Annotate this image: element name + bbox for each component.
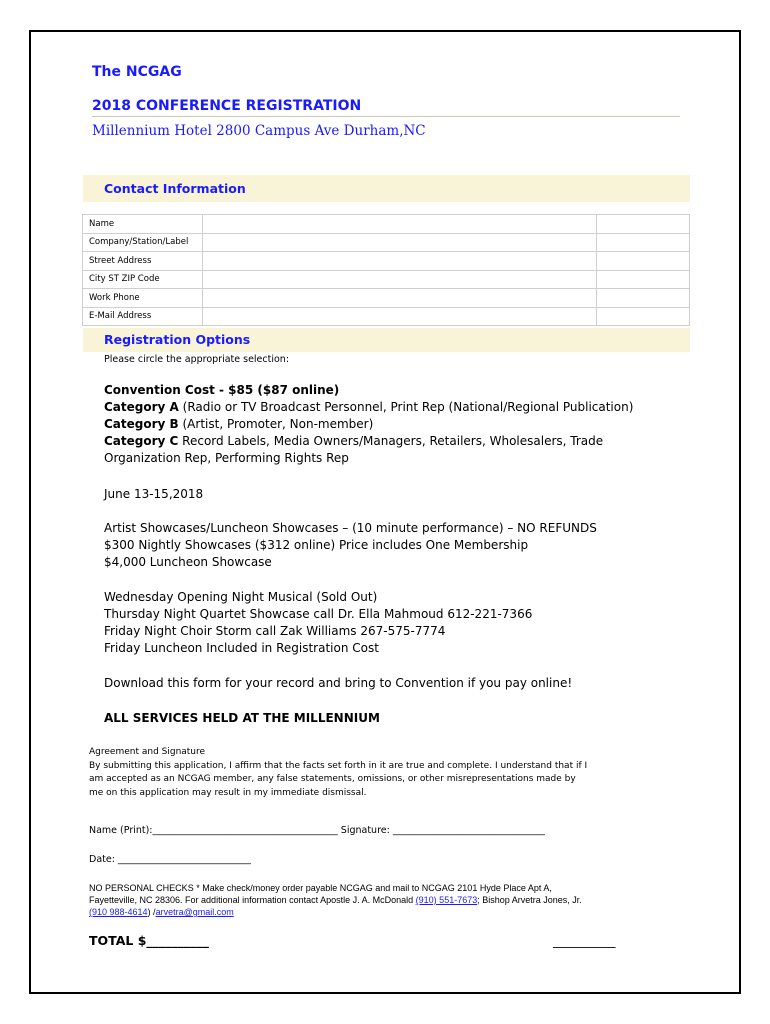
total-field[interactable]: TOTAL $__________ [89, 933, 209, 948]
table-row [83, 270, 690, 289]
extra-cell[interactable] [597, 252, 690, 271]
total-blank[interactable]: __________ [553, 933, 616, 948]
extra-cell[interactable] [597, 289, 690, 308]
table-row [83, 233, 690, 252]
venue: Millennium Hotel 2800 Campus Ave Durham,NC [92, 123, 426, 139]
extra-cell[interactable] [597, 233, 690, 252]
extra-cell[interactable] [597, 215, 690, 234]
title-divider [92, 116, 680, 117]
convention-cost: Convention Cost - $85 ($87 online) [104, 383, 340, 397]
field-label: Name [83, 215, 203, 234]
pricing-block [104, 382, 704, 467]
event-line: Friday Luncheon Included in Registration Cost [104, 641, 379, 655]
registration-form [29, 30, 741, 994]
street-input[interactable] [203, 252, 597, 271]
company-input[interactable] [203, 233, 597, 252]
footer-line [89, 894, 689, 906]
field-label: Street Address [83, 252, 203, 271]
instruction: Please circle the appropriate selection: [104, 354, 290, 365]
phone-link[interactable]: (910 988-4614 [89, 907, 148, 917]
event-line: Thursday Night Quartet Showcase call Dr. Ella Mahmoud 612-221-7366 [104, 607, 533, 621]
field-label: City ST ZIP Code [83, 270, 203, 289]
table-row [83, 252, 690, 271]
registration-heading: Registration Options [104, 332, 251, 347]
field-label: Work Phone [83, 289, 203, 308]
contact-heading: Contact Information [104, 181, 246, 196]
field-label: Company/Station/Label [83, 233, 203, 252]
extra-cell[interactable] [597, 307, 690, 326]
table-row [83, 289, 690, 308]
category-a-label: Category A [104, 400, 179, 414]
contact-section-header [83, 175, 690, 202]
showcases-line: Artist Showcases/Luncheon Showcases – (10 minute performance) – NO REFUNDS [104, 521, 597, 535]
page-title: 2018 CONFERENCE REGISTRATION [92, 98, 362, 114]
extra-cell[interactable] [597, 270, 690, 289]
event-line: Wednesday Opening Night Musical (Sold Out) [104, 590, 378, 604]
download-note: Download this form for your record and bring to Convention if you pay online! [104, 676, 573, 690]
field-label: E-Mail Address [83, 307, 203, 326]
category-c [104, 433, 704, 450]
registration-section-header [83, 328, 690, 352]
payment-footer [89, 882, 689, 918]
footer-line: NO PERSONAL CHECKS * Make check/money order payable NCGAG and mail to NCGAG 2101 Hyde Place Apt A, [89, 883, 552, 893]
event-line: Friday Night Choir Storm call Zak Williams 267-575-7774 [104, 624, 446, 638]
category-b-text: (Artist, Promoter, Non-member) [178, 417, 374, 431]
agreement-text: am accepted as an NCGAG member, any false statements, omissions, or other misrepresentations made by [89, 774, 576, 784]
services-note: ALL SERVICES HELD AT THE MILLENNIUM [104, 711, 380, 725]
email-link[interactable]: arvetra@gmail.com [155, 907, 234, 917]
showcases-line: $300 Nightly Showcases ($312 online) Price includes One Membership [104, 538, 529, 552]
category-a-text: (Radio or TV Broadcast Personnel, Print Rep (National/Regional Publication) [178, 400, 634, 414]
phone-link[interactable]: (910) 551-7673 [415, 895, 478, 905]
agreement-text: me on this application may result in my immediate dismissal. [89, 787, 367, 798]
category-a [104, 399, 704, 416]
agreement-block [89, 746, 689, 800]
footer-text: ; Bishop Arvetra Jones, Jr. [477, 895, 582, 905]
category-c-label: Category C [104, 434, 179, 448]
phone-input[interactable] [203, 289, 597, 308]
category-b-label: Category B [104, 417, 179, 431]
agreement-text: By submitting this application, I affirm that the facts set forth in it are true and complete. I understand that if I [89, 760, 588, 771]
table-row [83, 215, 690, 234]
name-input[interactable] [203, 215, 597, 234]
footer-line [89, 906, 689, 918]
category-c-text: Record Labels, Media Owners/Managers, Retailers, Wholesalers, Trade [178, 434, 604, 448]
email-input[interactable] [203, 307, 597, 326]
showcases-block [104, 520, 704, 571]
contact-table [82, 214, 690, 326]
date-field[interactable]: Date: ____________________________ [89, 854, 251, 865]
city-input[interactable] [203, 270, 597, 289]
org-name: The NCGAG [92, 64, 182, 80]
name-signature-field[interactable]: Name (Print):_______________________________________ Signature: ________________________________ [89, 825, 545, 836]
table-row [83, 307, 690, 326]
agreement-heading: Agreement and Signature [89, 747, 206, 757]
category-b [104, 416, 704, 433]
category-c-cont: Organization Rep, Performing Rights Rep [104, 451, 349, 465]
events-block [104, 589, 704, 657]
showcases-line: $4,000 Luncheon Showcase [104, 555, 272, 569]
footer-text: Fayetteville, NC 28306. For additional information contact Apostle J. A. McDonald [89, 895, 416, 905]
footer-text: ) / [147, 907, 156, 917]
conference-dates: June 13-15,2018 [104, 487, 204, 501]
